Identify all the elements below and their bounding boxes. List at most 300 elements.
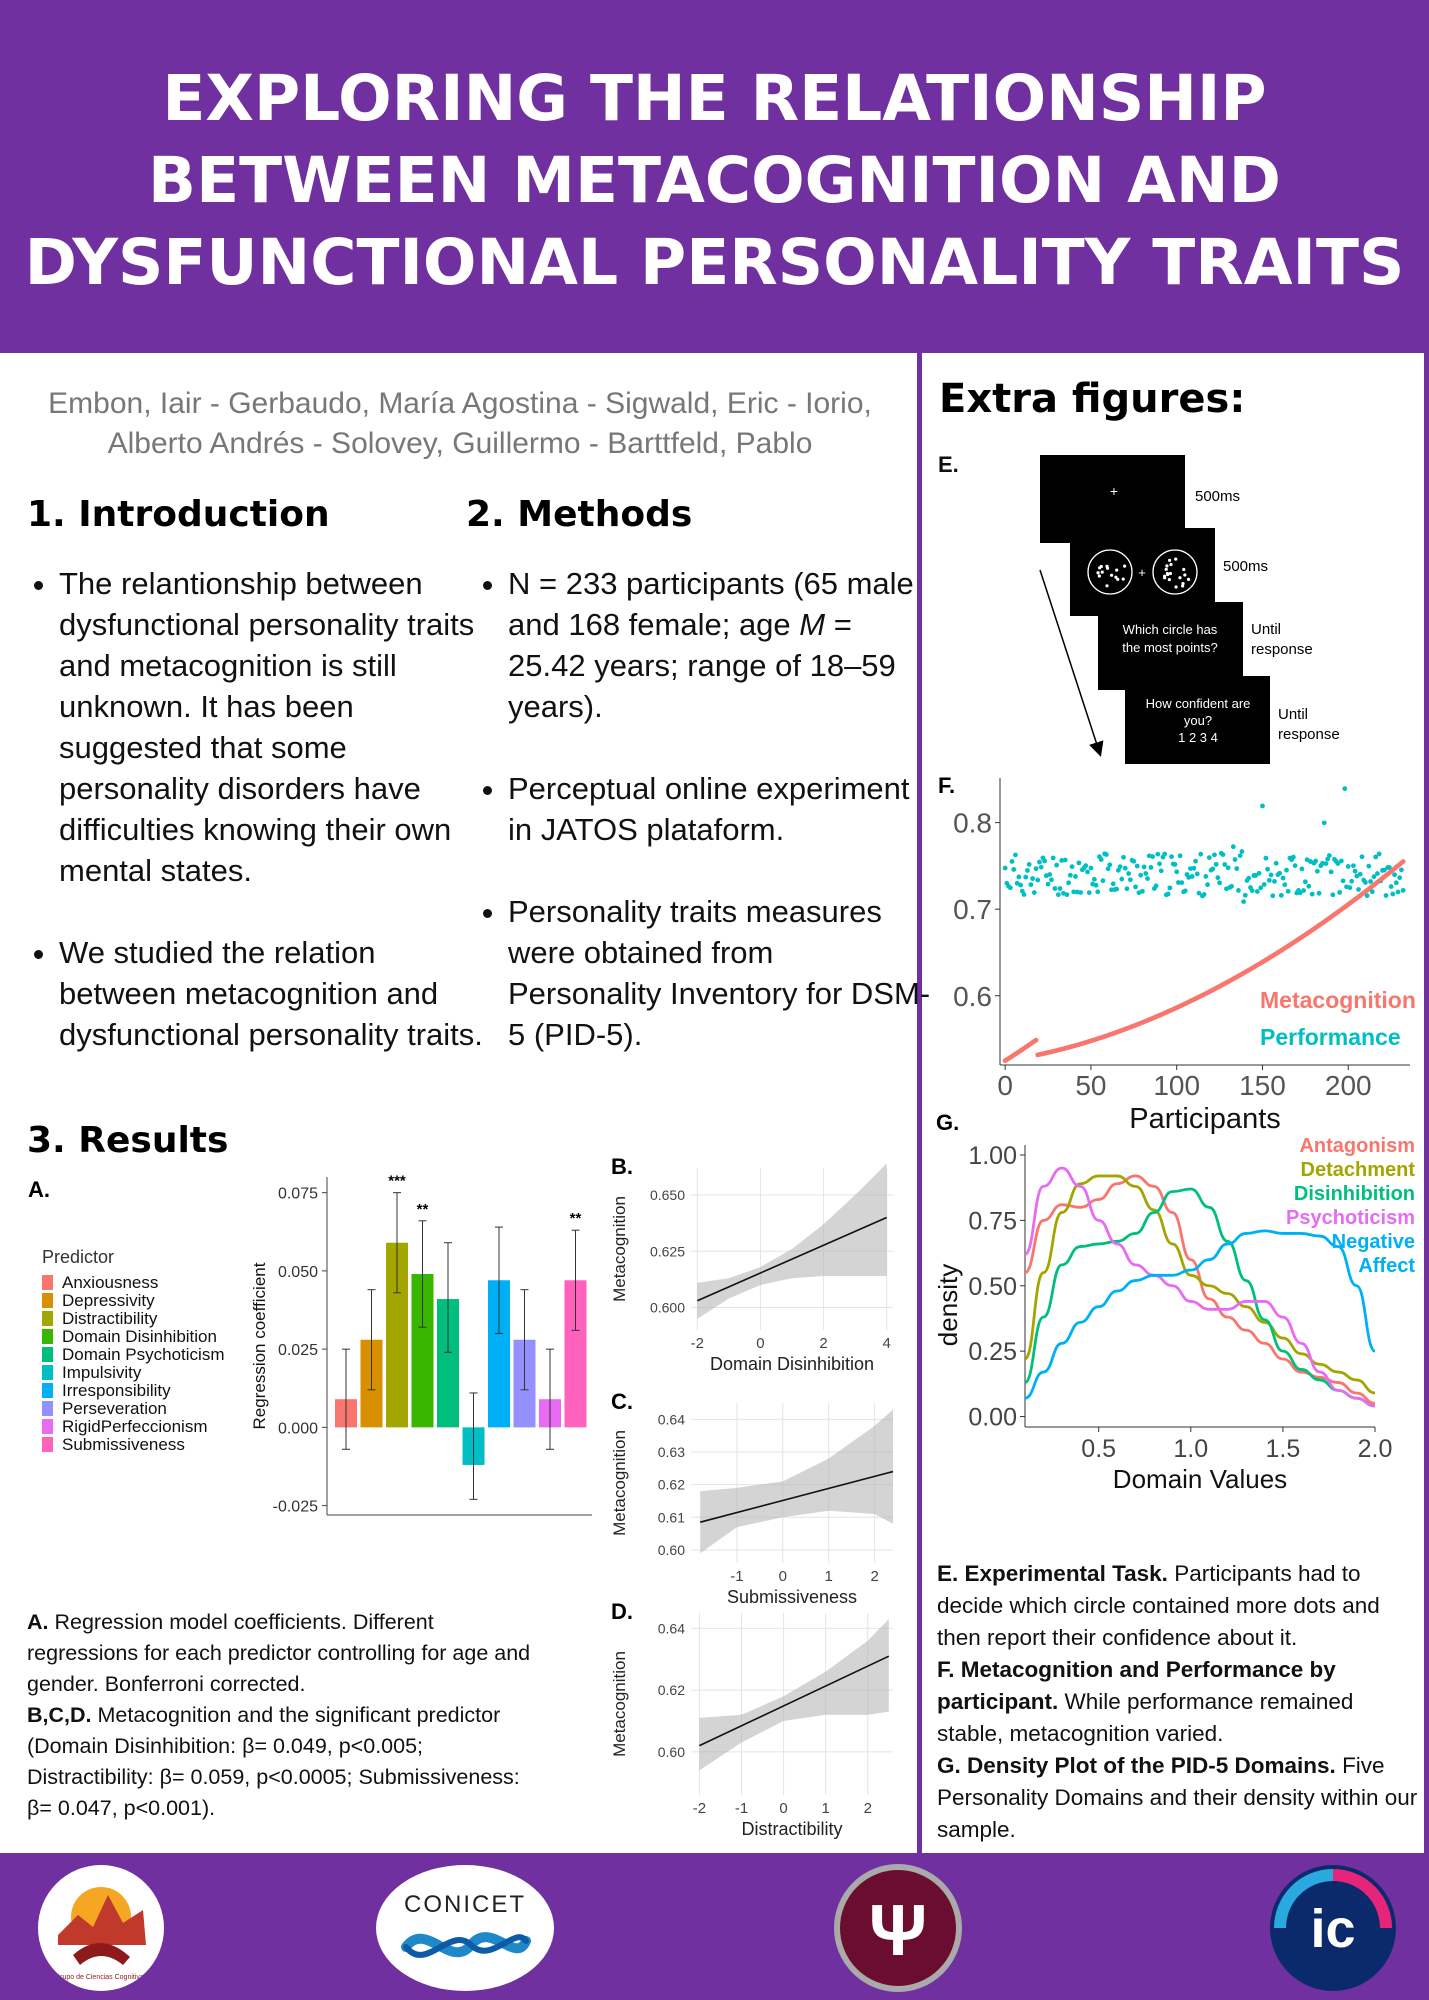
performance-point [1083,863,1088,868]
performance-point [1195,872,1200,877]
title-banner [0,0,1429,353]
performance-point [1003,866,1008,871]
stimulus-dot [1105,584,1108,587]
legend-entry: Irresponsibility [62,1381,171,1400]
y-tick-label: 0.600 [649,1299,685,1316]
legend-swatch [42,1419,53,1434]
y-tick-label: 0.62 [657,1682,685,1699]
stimulus-dot [1110,574,1113,577]
performance-point [1317,891,1322,896]
x-tick-label: 0 [778,1568,787,1585]
metacognition-point [1401,859,1406,864]
performance-point [1078,890,1083,895]
performance-point [1390,892,1395,897]
performance-point [1349,879,1354,884]
x-tick-label: 0 [756,1335,765,1352]
stimulus-dot [1096,571,1099,574]
x-tick-label: 1.5 [1265,1435,1301,1463]
metacognition-performance-chart [930,768,1420,1138]
caption-f-label: F. Metacognition and Performance by participant. [937,1657,1336,1714]
legend-entry: Disinhibition [1293,1183,1415,1205]
performance-point [1121,855,1126,860]
density-chart [930,1105,1420,1505]
chart-a [24,1165,594,1525]
performance-point [1094,883,1099,888]
performance-point [1327,853,1332,858]
performance-point [1282,882,1287,887]
performance-point [1119,877,1124,882]
legend-swatch [42,1365,53,1380]
stimulus-cross: + [1138,565,1146,580]
methods-heading: 2. Methods [466,494,693,535]
performance-point [1049,877,1054,882]
conicet-logo-graphic [376,1865,554,1991]
performance-point [1300,866,1305,871]
performance-point [1030,876,1035,881]
performance-point [1107,862,1112,867]
caption-e-text: Participants had to decide which circle contained more dots and then report their confidence about it. [937,1561,1380,1650]
x-tick-label: 2 [819,1335,828,1352]
performance-point [1149,865,1154,870]
y-tick-label: 0.63 [657,1443,685,1460]
x-tick-label: -2 [692,1800,707,1817]
psi-logo [834,1864,962,1992]
stimulus-dot [1166,572,1169,575]
performance-point [1229,884,1234,889]
performance-point [1138,873,1143,878]
chart-f [930,768,1420,1138]
performance-point [1054,863,1059,868]
title-line-2: BETWEEN METACOGNITION AND [148,144,1281,217]
chart-b [605,1150,905,1400]
performance-point [1214,862,1219,867]
gcc-couch-icon [73,1943,130,1965]
chart-d [605,1595,905,1845]
methods-bullet-1-pre: N = 233 participants (65 male and 168 female; age [508,566,914,642]
performance-point [1210,867,1215,872]
x-axis-label: Submissiveness [726,1587,858,1607]
y-axis-label: Metacognition [610,1430,629,1536]
performance-point [1114,887,1119,892]
stimulus-dot [1183,573,1186,576]
performance-point [1281,876,1286,881]
x-tick-label: 0 [997,1070,1013,1101]
performance-point [1348,885,1353,890]
question-duration-1: Until [1251,621,1282,638]
chart-g [930,1105,1420,1505]
performance-point [1142,864,1147,869]
performance-point [1260,804,1265,809]
performance-point [1234,866,1239,871]
performance-point [1065,892,1070,897]
performance-point [1143,871,1148,876]
performance-point [1051,856,1056,861]
y-axis-label: Metacognition [610,1651,629,1757]
performance-point [1025,868,1030,873]
y-tick-label: 1.00 [968,1142,1017,1170]
performance-point [1330,892,1335,897]
performance-point [1233,857,1238,862]
stimulus-dot [1181,582,1184,585]
y-axis-label: Metacognition [610,1196,629,1302]
performance-point [1267,878,1272,883]
performance-point [1016,875,1021,880]
performance-point [1265,867,1270,872]
stimulus-dot [1122,578,1125,581]
x-tick-label: 1 [824,1568,833,1585]
performance-point [1365,893,1370,898]
confidence-line-2: you? [1183,713,1213,728]
y-tick-label: 0.625 [649,1243,685,1260]
stimulus-dot [1182,568,1185,571]
results-caption [27,1607,532,1824]
legend-entry: Submissiveness [62,1435,185,1454]
performance-point [1092,877,1097,882]
chart-label: C. [611,1389,633,1414]
ic-logo-graphic [1270,1865,1396,1991]
authors-line-2: Alberto Andrés - Solovey, Guillermo - Barttfeld, Pablo [107,427,813,460]
stimulus-dot [1116,578,1119,581]
y-tick-label: 0.61 [657,1509,685,1526]
performance-point [1360,854,1365,859]
x-tick-label: -1 [734,1800,749,1817]
x-tick-label: 2 [870,1568,879,1585]
gcc-logo-graphic [38,1865,164,1991]
performance-point [1013,853,1018,858]
performance-point [1293,863,1298,868]
caption-a-text: Regression model coefficients. Different regressions for each predictor controlling for age and gender. Bonferroni corrected. [27,1610,531,1696]
performance-point [1250,888,1255,893]
legend-swatch [42,1311,53,1326]
performance-point [1375,871,1380,876]
performance-point [1269,873,1274,878]
performance-point [1111,881,1116,886]
legend-entry: Affect [1358,1255,1415,1277]
chart-f-label: F. [938,773,956,798]
y-tick-label: 0.62 [657,1476,685,1493]
performance-point [1047,872,1052,877]
performance-point [1169,854,1174,859]
performance-point [1262,882,1267,887]
performance-point [1392,872,1397,877]
caption-bcd-text: Metacognition and the significant predictor (Domain Disinhibition: β= 0.049, p<0.005; Distractibility: β= 0.059, p<0.0005; Submissiveness: β= 0.047, p<0.001). [27,1703,520,1820]
performance-point [1399,867,1404,872]
y-tick-label: 0.050 [277,1263,318,1281]
performance-point [1322,820,1327,825]
performance-point [1123,866,1128,871]
performance-point [1277,871,1282,876]
extra-caption [937,1558,1422,1846]
performance-point [1313,859,1318,864]
stimulus-dot [1178,576,1181,579]
performance-point [1128,877,1133,882]
performance-point [1046,882,1051,887]
performance-point [1034,866,1039,871]
performance-point [1157,861,1162,866]
stimulus-dot [1187,578,1190,581]
x-tick-label: 1 [821,1800,830,1817]
legend-entry: Detachment [1300,1159,1415,1181]
stimulus-dot [1169,572,1172,575]
performance-point [1263,856,1268,861]
right-border [1424,353,1429,1853]
legend-entry: Antagonism [1299,1135,1415,1157]
chart-g-label: G. [936,1110,960,1135]
performance-point [1284,868,1289,873]
gcc-logo [38,1865,164,1991]
performance-point [1159,868,1164,873]
legend-metacognition: Metacognition [1260,987,1416,1013]
fixation-cross: + [1109,483,1119,499]
performance-point [1011,867,1016,872]
stimulus-dot [1168,578,1171,581]
methods-bullet-1-post: = 25.42 years; range of 18–59 years). [508,607,896,724]
performance-point [1217,880,1222,885]
psi-logo-graphic [840,1870,956,1986]
caption-f-text: While performance remained stable, metacognition varied. [937,1689,1354,1746]
legend-entry: Anxiousness [62,1273,159,1292]
distractibility-plot [605,1595,905,1845]
performance-point [1178,853,1183,858]
y-axis-label: density [933,1263,963,1347]
performance-point [1246,876,1251,881]
y-tick-label: -0.025 [272,1498,318,1516]
performance-point [1257,871,1262,876]
performance-point [1341,878,1346,883]
legend-swatch [42,1275,53,1290]
x-tick-label: 100 [1153,1070,1201,1101]
performance-point [1356,887,1361,892]
y-tick-label: 0.64 [657,1411,685,1428]
chart-a-label: A. [28,1177,50,1202]
legend-swatch [42,1437,53,1452]
performance-point [1198,852,1203,857]
performance-point [1226,865,1231,870]
x-tick-label: 4 [882,1335,891,1352]
legend-entry: Impulsivity [62,1363,142,1382]
question-line-1: Which circle has [1122,622,1218,637]
ic-logo [1270,1865,1396,1991]
performance-point [1162,852,1167,857]
performance-point [1394,880,1399,885]
legend-swatch [42,1329,53,1344]
legend-swatch [42,1401,53,1416]
y-tick-label: 0.25 [968,1338,1017,1367]
caption-g-label: G. Density Plot of the PID-5 Domains. [937,1753,1336,1778]
performance-point [1066,880,1071,885]
legend-performance: Performance [1260,1024,1401,1050]
y-tick-label: 0.6 [953,980,992,1012]
performance-point [1291,855,1296,860]
x-tick-label: 150 [1239,1070,1286,1101]
performance-point [1215,875,1220,880]
performance-point [1167,885,1172,890]
performance-point [1101,878,1106,883]
stimulus-duration: 500ms [1223,558,1269,575]
performance-point [1193,859,1198,864]
intro-heading: 1. Introduction [27,494,330,535]
performance-point [1095,889,1100,894]
performance-point [1337,890,1342,895]
stimulus-dot [1098,574,1101,577]
performance-point [1010,859,1015,864]
x-tick-label: -2 [690,1335,704,1352]
performance-point [1032,890,1037,895]
conicet-logo [376,1865,554,1991]
performance-point [1150,854,1155,859]
y-tick-label: 0.075 [277,1185,318,1203]
performance-point [1183,888,1188,893]
performance-point [1039,865,1044,870]
performance-point [1329,870,1334,875]
authors [20,384,900,464]
x-tick-label: 2 [863,1800,872,1817]
performance-point [1255,889,1260,894]
performance-point [1008,885,1013,890]
y-tick-label: 0.60 [657,1743,685,1760]
performance-point [1397,875,1402,880]
performance-point [1028,882,1033,887]
fixation-duration: 500ms [1195,488,1241,505]
legend-swatch [42,1347,53,1362]
legend-entry: Distractibility [62,1309,158,1328]
caption-bcd-label: B,C,D. [27,1703,92,1727]
confidence-scale: 1 2 3 4 [1178,730,1218,745]
significance-label: ** [569,1210,582,1228]
performance-point [1272,879,1277,884]
performance-point [1027,862,1032,867]
performance-point [1370,889,1375,894]
y-tick-label: 0.7 [953,894,992,926]
performance-point [1377,852,1382,857]
performance-point [1099,857,1104,862]
legend-swatch [42,1383,53,1398]
performance-point [1035,878,1040,883]
x-tick-label: 200 [1324,1070,1372,1101]
performance-point [1118,864,1123,869]
performance-point [1384,893,1389,898]
performance-point [1190,874,1195,879]
performance-point [1179,880,1184,885]
performance-point [1368,879,1373,884]
legend-entry: RigidPerfeccionism [62,1417,208,1436]
y-tick-label: 0.60 [657,1541,685,1558]
task-label: E. [938,452,959,477]
x-axis-label: Participants [1129,1103,1281,1135]
y-tick-label: 0.8 [953,807,992,839]
performance-point [1238,853,1243,858]
performance-point [1306,884,1311,889]
performance-point [1089,866,1094,871]
y-tick-label: 0.00 [968,1403,1017,1432]
metacognition-point [1034,1038,1039,1043]
stimulus-dot [1101,570,1104,573]
x-tick-label: 1.0 [1173,1435,1209,1463]
performance-point [1135,864,1140,869]
performance-point [1358,872,1363,877]
psi-icon: Ψ [868,1891,928,1971]
authors-line-1: Embon, Iair - Gerbaudo, María Agostina - Sigwald, Eric - Iorio, [48,387,872,420]
stimulus-dot [1098,566,1101,569]
regression-coefficient-chart [24,1165,594,1525]
caption-a-label: A. [27,1610,49,1634]
performance-point [1363,880,1368,885]
performance-point [1174,869,1179,874]
x-tick-label: 0.5 [1081,1435,1117,1463]
methods-bullet-1-m: M [799,607,826,642]
performance-point [1104,852,1109,857]
performance-point [1310,892,1315,897]
footer-banner [0,1853,1429,2000]
legend-entry: Domain Psychoticism [62,1345,225,1364]
stimulus-dot [1115,568,1118,571]
performance-point [1366,864,1371,869]
performance-point [1241,899,1246,904]
confidence-duration-2: response [1278,726,1340,743]
y-tick-label: 0.64 [657,1620,685,1637]
methods-bullet-3: • Personality traits measures were obtained from Personality Inventory for DSM-5 (PID-5). [508,891,933,1055]
y-tick-label: 0.75 [968,1207,1017,1236]
performance-point [1239,849,1244,854]
performance-point [1324,861,1329,866]
stimulus-dot [1174,585,1177,588]
stimulus-dot [1165,568,1168,571]
y-tick-label: 0.025 [277,1342,318,1360]
legend-entry: Domain Disinhibition [62,1327,217,1346]
x-tick-label: 2.0 [1357,1435,1393,1463]
performance-point [1243,893,1248,898]
performance-point [1173,862,1178,867]
results-heading: 3. Results [27,1120,229,1161]
ic-logo-text: ic [1310,1899,1356,1959]
legend-entry: Perseveration [62,1399,167,1418]
performance-point [1207,855,1212,860]
performance-point [1346,864,1351,869]
performance-point [1396,890,1401,895]
performance-point [1191,866,1196,871]
performance-point [1133,884,1138,889]
stimulus-dot [1168,559,1171,562]
performance-point [1131,859,1136,864]
x-axis-label: Distractibility [741,1819,843,1839]
caption-e-label: E. Experimental Task. [937,1561,1168,1586]
performance-point [1279,893,1284,898]
performance-point [1073,874,1078,879]
performance-point [1222,862,1227,867]
performance-point [1125,886,1130,891]
x-tick-label: 0 [779,1800,788,1817]
performance-point [1018,883,1023,888]
methods-bullet-1 [508,563,933,727]
performance-point [1154,883,1159,888]
performance-point [1023,875,1028,880]
performance-point [1166,892,1171,897]
stimulus-dot [1165,564,1168,567]
chart-label: B. [611,1154,633,1179]
task-diagram-svg [930,440,1420,770]
performance-point [1301,888,1306,893]
performance-point [1202,892,1207,897]
intro-bullet-2: • We studied the relation between metacognition and dysfunctional personality traits. [59,932,494,1055]
y-tick-label: 0.650 [649,1187,685,1203]
title-line-1: EXPLORING THE RELATIONSHIP [162,62,1267,135]
conicet-logo-text: CONICET [404,1891,526,1918]
performance-point [1205,882,1210,887]
performance-point [1155,852,1160,857]
performance-point [1401,888,1406,893]
performance-point [1126,871,1131,876]
performance-point [1270,893,1275,898]
